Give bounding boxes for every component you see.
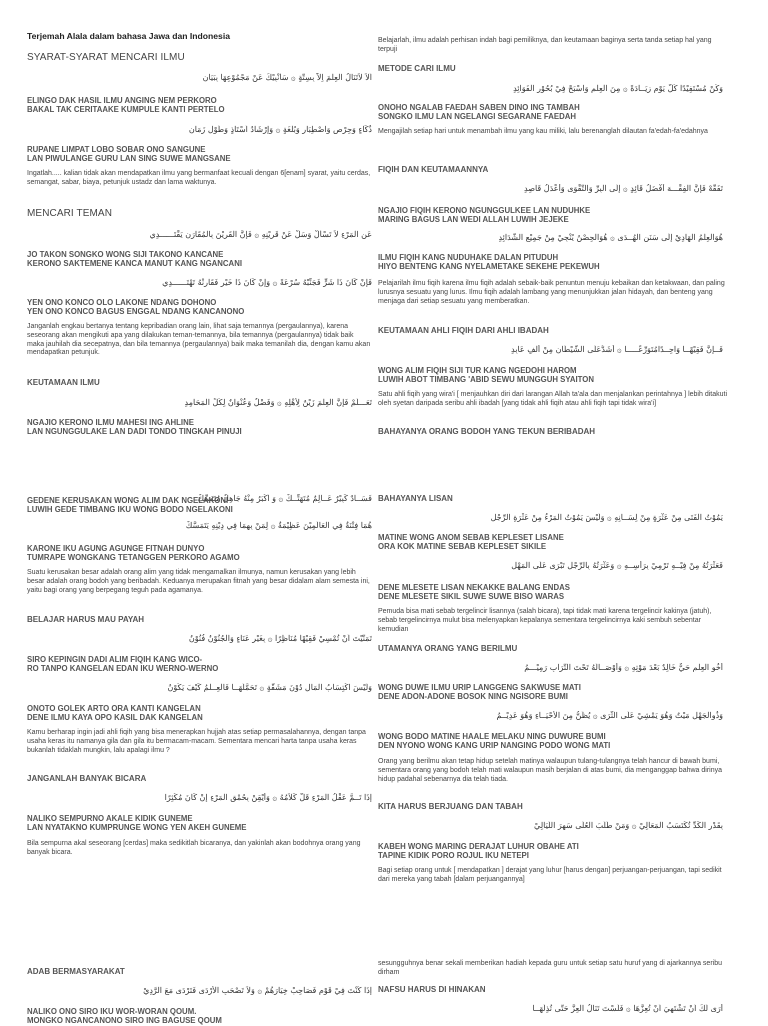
heading-berilmu: UTAMANYA ORANG YANG BERILMU <box>378 644 518 653</box>
arabic-verse: بِقَدْرِ الْكَدِّ تُكْتَسَبُ الْمَعَالِيْ ۞ وَمَنْ طَلَبَ الْعُلَى سَهِرَ اللَّيَالِيْ <box>534 821 723 830</box>
javanese-translation: NGAJIO FIQIH KERONO NGUNGGULKEE LAN NUDUHKE MARING BAGUS LAN WEDI ALLAH LUWIH JEJEKE <box>378 206 591 225</box>
arabic-verse: أَرَى لَكَ اَنْ تَشْتَهِيَ اَنْ تُعِزَّهَا ۞ فَلَسْتَ تَنَالُ الْعِزَّ حَتَّى تُذِلَّهَــا <box>532 1004 723 1013</box>
arabic-verse: هُوَالْعِلْمُ الْهَادِيْ إِلَى سَنَنِ الْهُــدَى ۞ هُوَالْحِصْنُ يُنْجِيْ مِنْ جَمِيْعِ الشَّدَائِدِ <box>498 233 723 242</box>
arabic-verse: وَذُوالْجَهْلِ مَيْتٌ وَهُوَ يَمْشِيْ عَلَى الثَّرَى ۞ يُظَنُّ مِنَ الْأَحْيَــاءِ وَهُوَ عَدِيْــمُ <box>496 711 723 720</box>
heading-tabah: KITA HARUS BERJUANG DAN TABAH <box>378 802 523 811</box>
arabic-verse: تَمَنَّيْتَ اَنْ تُمْسِيْ فَقِيْهًا مُنَاظِرًا ۞ بِغَيْرِ عَنَاءٍ وَالْجُنُوْنُ فُنُوْنُ <box>188 634 372 643</box>
indonesian-translation: Pemuda bisa mati sebab tergelincir lisannya (salah bicara), tapi tidak mati karena tergelincir kakinya (jatuh), sebab tergelincirnya mulut bisa melenyapkan kepalanya sementara tergelincirnya kaki sembuh sebentar kemudian <box>378 608 712 633</box>
javanese-translation: WONG BODO MATINE HAALE MELAKU NING DUWURE BUMI DEN NYONO WONG KANG URIP NANGING PODO WONG MATI <box>378 732 611 751</box>
indonesian-translation: Mengajilah setiap hari untuk menambah ilmu yang kau miliki, lalu berenanglah dilautan fa'edah-fa'edahnya <box>378 128 708 135</box>
javanese-translation: KARONE IKU AGUNG AGUNGE FITNAH DUNYO TUMRAPE WONGKANG TETANGGEN PERKORO AGAMO <box>27 544 240 563</box>
javanese-translation: JO TAKON SONGKO WONG SIJI TAKONO KANCANE KERONO SAKTEMENE KANCA MANUT KANG NGANCANI <box>27 250 242 269</box>
heading-orang-bodoh: BAHAYANYA ORANG BODOH YANG TEKUN BERIBADAH <box>378 427 596 436</box>
javanese-translation: DENE MLESETE LISAN NEKAKKE BALANG ENDAS DENE MLESETE SIKIL SUWE SUWE BISO WARAS <box>378 583 570 602</box>
javanese-translation: MATINE WONG ANOM SEBAB KEPLESET LISANE ORA KOK MATINE SEBAB KEPLESET SIKILE <box>378 533 564 552</box>
heading-bicara: JANGANLAH BANYAK BICARA <box>27 774 147 783</box>
javanese-translation: ELINGO DAK HASIL ILMU ANGING NEM PERKORO BAKAL TAK CERITAAKE KUMPULE KANTI PERTELO <box>27 96 225 115</box>
javanese-translation: KABEH WONG MARING DERAJAT LUHUR OBAHE ATI TAPINE KIDIK PORO ROJUL IKU NETEPI <box>378 842 579 861</box>
indonesian-translation: Suatu kerusakan besar adalah orang alim yang tidak mengamalkan ilmunya, namun kerusakan yang lebih besar adalah orang bodoh yang beribadah. Keduanya merupakan fitnah yang besar didalam alam semesta ini, yaitu bagi orang yang berpegang teguh pada agamanya. <box>27 569 370 594</box>
indonesian-translation: sesungguhnya benar sekali memberikan hadiah kepada guru untuk setiap satu huruf yang di ajarkannya seribu dirham <box>378 960 723 976</box>
arabic-verse: تَفَقَّهْ فَإِنَّ الْفِقْـــهَ أَفْضَلُ قَائِدٍ ۞ إِلَى الْبِرِّ وَالتَّقْوَى وَأَعْدَلُ قَاصِدِ <box>524 184 723 193</box>
arabic-verse: فَإِنْ كَانَ ذَا شَرٍّ فَجَنِّبْهُ سُرْعَةً ۞ وَإِنْ كَانَ ذَا خَيْرٍ فَقَارِنْهُ تَهْتَــــــدِي <box>162 278 372 287</box>
heading-adab: ADAB BERMASYARAKAT <box>27 967 125 976</box>
arabic-verse: إِذَا تَــمَّ عَقْلُ الْمَرْءِ قَلَّ كَلاَمُهُ ۞ وَأَيْقِنْ بِحُمْقِ الْمَرْءِ إِنْ كَانَ مُكْثِرًا <box>164 793 372 802</box>
javanese-translation: ILMU FIQIH KANG NUDUHAKE DALAN PITUDUH HIYO BENTENG KANG NYELAMETAKE SEKEHE PEKEWUH <box>378 253 600 272</box>
javanese-translation: SIRO KEPINGIN DADI ALIM FIQIH KANG WICO- RO TANPO KANGELAN EDAN IKU WERNO-WERNO <box>27 655 219 674</box>
heading-nafsu: NAFSU HARUS DI HINAKAN <box>378 985 486 994</box>
indonesian-translation: Belajarlah, ilmu adalah perhisan indah bagi pemiliknya, dan keutamaan baginya serta tanda setiap hal yang terpuji <box>378 37 712 53</box>
arabic-verse: يَمُوْتُ الْفَتَى مِنْ عَثْرَةٍ مِنْ لِسَــانِهِ ۞ وَلَيْسَ يَمُوْتُ الْمَرْءُ مِنْ عَثْرَةِ الرِّجْلِ <box>490 513 723 522</box>
arabic-verse: أَخُو الْعِلْمِ حَيٌّ خَالِدٌ بَعْدَ مَوْتِهِ ۞ وَأَوْصَــالُهُ تَحْتَ التُّرَابِ رَمِيْـــمُ <box>524 663 723 672</box>
javanese-translation: NGAJIO KERONO ILMU MAHESI ING AHLINE LAN NGUNGGULAKE LAN DADI TONDO TINGKAH PINUJI <box>27 418 242 437</box>
javanese-translation: WONG ALIM FIQIH SIJI TUR KANG NGEDOHI HAROM LUWIH ABOT TIMBANG 'ABID SEWU MUNGGUH SYAITON <box>378 366 594 385</box>
arabic-verse: وَكُنْ مُسْتَفِيْدًا كُلَّ يَوْمٍ زِيَــادَةً ۞ مِنَ الْعِلْمِ وَاسْبَحْ فِيْ بُحُوْرِ الْفَوَائِدِ <box>513 84 723 93</box>
heading-belajar: BELAJAR HARUS MAU PAYAH <box>27 615 145 624</box>
indonesian-translation: Pelajarilah ilmu fiqih karena ilmu fiqih adalah sebaik-baik penuntun menuju kebaikan dan ketakwaan, dan paling lurusnya sesuatu yang lurus. Ilmu fiqih adalah lambang yang menunjukkan jalan hidayah, dan benteng yang menjaga dari setiap sesuatu yang memberatkan. <box>378 280 725 305</box>
arabic-verse: إِذَا كُنْتَ فِيْ قَوْمٍ فَصَاحِبْ خِيَارَهُمْ ۞ وَلاَ تَصْحَبِ الْأَرْدَى فَتَرْدَى مَعَ الرَّدِيْ <box>143 986 372 995</box>
indonesian-translation: Satu ahli fiqih yang wira'i [ menjauhkan diri dari larangan Allah ta'ala dan menjalankan perintahnya ] lebih ditakuti oleh syetan daripada seribu ahli ibadah [yang tidak ahli fiqih atau ahli fiqih tapi tidak wira'i] <box>378 391 728 407</box>
javanese-translation: NALIKO ONO SIRO IKU WOR-WORAN QOUM. MONGKO NGANCANONO SIRO ING BAGUSE QOUM <box>27 1007 222 1026</box>
arabic-verse: فَسَــادٌ كَبِيْرٌ عَــالِمٌ مُتَهَتِّــكٌ ۞ وَ اَكْبَرُ مِنْهُ جَاهِلٌ مُتَنَسِّكٌ <box>197 494 372 503</box>
indonesian-translation: Bila sempurna akal seseorang [cerdas] maka sedikitlah bicaranya, dan yakinlah akan bodohnya orang yang banyak bicara. <box>27 840 361 856</box>
arabic-verse: هُمَا فِتْنَةٌ فِي الْعَالَمِيْنَ عَظِيْمَةٌ ۞ لِمَنْ بِهِمَا فِي دِيْنِهِ يَتَمَسَّكٌ <box>185 521 372 530</box>
javanese-translation: NALIKO SEMPURNO AKALE KIDIK GUNEME LAN NYATAKNO KUMPRUNGE WONG YEN AKEH GUNEME <box>27 814 247 833</box>
document-title: Terjemah Alala dalam bahasa Jawa dan Indonesia <box>27 31 230 41</box>
indonesian-translation: Orang yang berilmu akan tetap hidup setelah matinya walaupun tulang-tulangnya telah hancur di bawah bumi, sementara orang yang bodoh telah mati walaupun masih berjalan di atas bumi, dia menganggap bahwa dirinya hidup padahal sebenarnya dia telah tiada. <box>378 758 722 783</box>
heading-teman: MENCARI TEMAN <box>27 208 113 219</box>
heading-ahli-fiqih: KEUTAMAAN AHLI FIQIH DARI AHLI IBADAH <box>378 326 549 335</box>
arabic-verse: ذُكَاءٍ وَحِرْصٍ وَاصْطِبَارٍ وَبُلْغَةٍ ۞ وَإِرْشَادُ اُسْتَاذٍ وَطُوْلِ زَمَانٍ <box>188 125 372 134</box>
javanese-translation: ONOTO GOLEK ARTO ORA KANTI KANGELAN DENE ILMU KAYA OPO KASIL DAK KANGELAN <box>27 704 203 723</box>
indonesian-translation: Bagi setiap orang untuk [ mendapatkan ] derajat yang luhur [harus dengan] perjuangan-perjuangan, tapi sedikit dari mereka yang tabah [dalam perjuangannya] <box>378 867 722 883</box>
javanese-translation: YEN ONO KONCO OLO LAKONE NDANG DOHONO YEN ONO KONCO BAGUS ENGGAL NDANG KANCANONO <box>27 298 245 317</box>
javanese-translation: WONG DUWE ILMU URIP LANGGENG SAKWUSE MATI DENE ADON-ADONE BOSOK NING NGISORE BUMI <box>378 683 581 702</box>
heading-syarat: SYARAT-SYARAT MENCARI ILMU <box>27 52 185 63</box>
indonesian-translation: Kamu berharap ingin jadi ahli fiqih yang bisa menerapkan hujjah atas setiap permasalahannya, dengan tanpa usaha keras itu namanya gila dan gila itu bermacam-macam. Sementara mencari harta tanpa usaha keras bukanlah tidaklah mungkin, lalu apalagi ilmu ? <box>27 729 366 754</box>
javanese-translation: ONOHO NGALAB FAEDAH SABEN DINO ING TAMBAH SONGKO ILMU LAN NGELANGI SEGARANE FAEDAH <box>378 103 580 122</box>
indonesian-translation: Ingatlah..... kalian tidak akan mendapatkan ilmu yang bermanfaat kecuali dengan 6[enam] syarat, yaitu cerdas, semangat, sabar, biaya, petunjuk ustadz dan lama waktunya. <box>27 170 371 186</box>
javanese-translation: RUPANE LIMPAT LOBO SOBAR ONO SANGUNE LAN PIWULANGE GURU LAN SING SUWE MANGSANE <box>27 145 231 164</box>
arabic-verse: وَلَيْسَ اكْتِسَابُ الْمَالِ دُوْنَ مَشَقَّةٍ ۞ تَحَمَّلُهَــا فَالْعِــلْمُ كَيْفَ يَكُوْنُ <box>167 683 372 692</box>
indonesian-translation: Janganlah engkau bertanya tentang kepribadian orang lain, lihat saja temannya (pergaulannya), karena seseorang akan mengikuti apa yang dilakukan teman-temannya, bila temannya (pergaulannya) tidak baik maka jauhilah dia secepatnya, dan bila temannya (pergaulannya) baik maka temanilah dia, dengan kamu akan mendapatkan petunjuk. <box>27 323 371 357</box>
heading-fiqih: FIQIH DAN KEUTAMAANNYA <box>378 165 489 174</box>
heading-lisan: BAHAYANYA LISAN <box>378 494 453 503</box>
arabic-verse: فَــإِنَّ فَقِيْهًــا وَاحِــدًامُتَوَرِّعًـــــا ۞ أَشَدُّعَلَى الشَّيْطَانِ مِنْ أَلْفِ عَابِدِ <box>511 345 723 354</box>
arabic-verse: تَعَـــلَّمْ فَإِنَّ الْعِلْمَ زَيْنٌ لِأَهْلِهِ ۞ وَفَضْلٌ وَعُنْوَانٌ لِكُلِّ الْمَحَامِدِ <box>184 398 372 407</box>
arabic-verse: عَنِ الْمَرْءِ لاَ تَسْأَلْ وَسَلْ عَنْ قَرِيْنِهِ ۞ فَإِنَّ الْقَرِيْنَ بِالْمُقَارَنِ يَقْتَــــــدِي <box>149 230 372 239</box>
heading-metode: METODE CARI ILMU <box>378 64 456 73</box>
heading-keutamaan-ilmu: KEUTAMAAN ILMU <box>27 378 100 387</box>
arabic-verse: فَعَثْرَتُهُ مِنْ فِيْــهِ تَرْمِيْ بِرَأْسِــهِ ۞ وَعَثْرَتُهُ بِالرِّجْلِ تَبْرَى عَلَى الْمَهْلِ <box>511 561 723 570</box>
arabic-verse: اَلاَ لاَتَنَالُ الْعِلْمَ اِلاَّ بِسِتَّةٍ ۞ سَأُنْبِيْكَ عَنْ مَجْمُوْعِهَا بِبَيَانٍ <box>202 73 372 82</box>
javanese-translation: GEDENE KERUSAKAN WONG ALIM DAK NGELAKONI LUWIH GEDE TIMBANG IKU WONG BODO NGELAKONI <box>27 496 233 515</box>
